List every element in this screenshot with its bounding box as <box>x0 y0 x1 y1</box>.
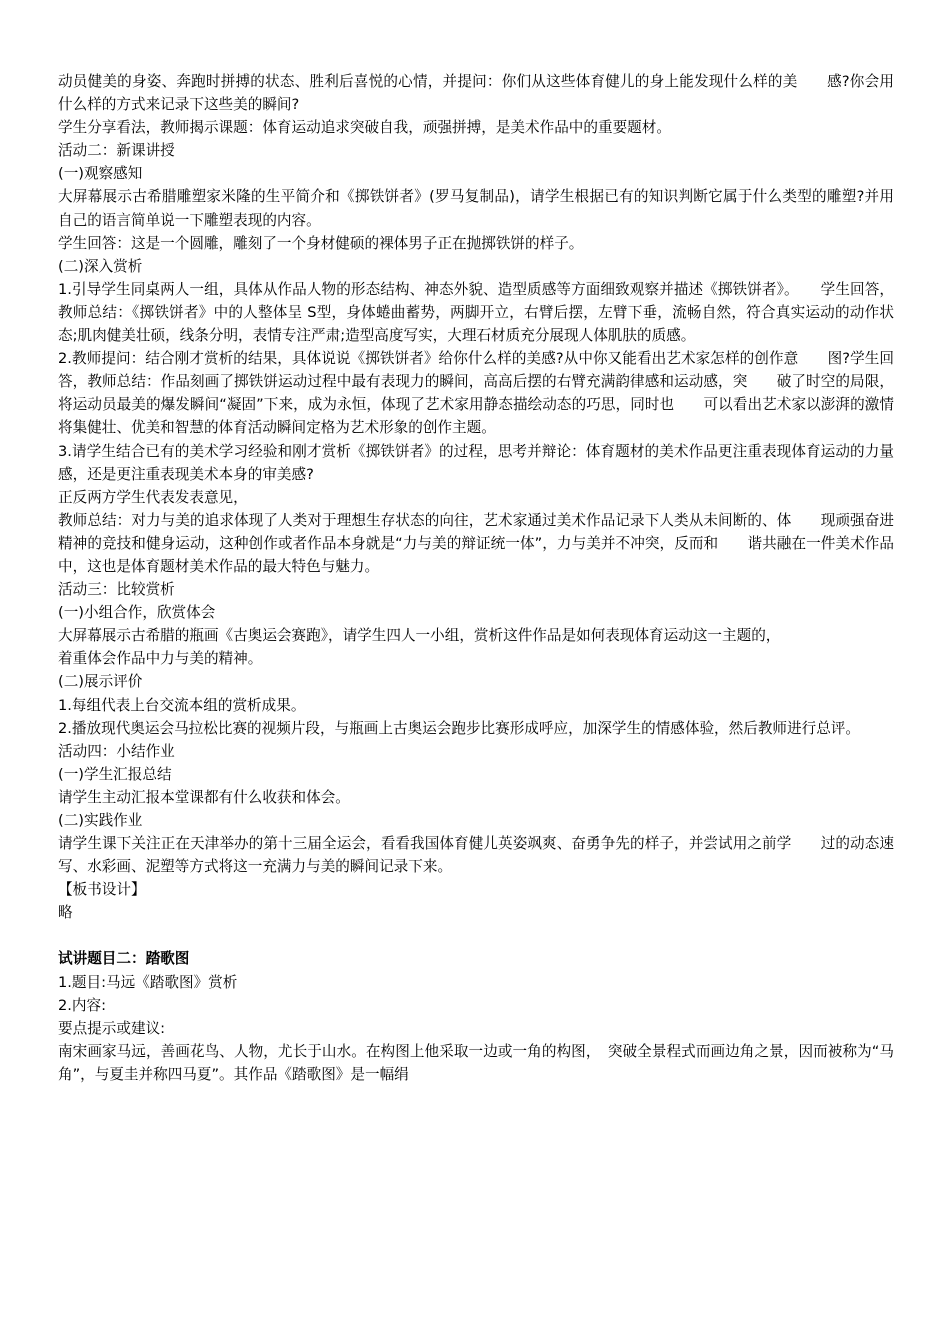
paragraph-debate: 正反两方学生代表发表意见， <box>58 488 248 506</box>
paragraph-hints: 要点提示或建议: <box>58 1019 166 1037</box>
subheading-student-summary: (一)学生汇报总结 <box>58 765 172 783</box>
paragraph-vase-painting: 大屏幕展示古希腊的瓶画《古奥运会赛跑》，请学生四人一小组，赏析这件作品是如何表现体育运动这一主题的， <box>58 627 781 645</box>
paragraph-teacher-summary: 教师总结：对力与美的追求体现了人类对于理想生存状态的向往，艺术家通过美术作品记录下人类从未间断的、体 现顽强奋进精神的竞技和健身运动，这种创作或者作品本身就是“力与美的辩证统一体”，力与美并不冲突，反而和 谐共融在一件美术作品中，这也是体育题材美术作品的最大特色与魅力。 <box>58 511 894 575</box>
heading-activity-three: 活动三：比较赏析 <box>58 581 175 599</box>
subheading-observe: (一)观察感知 <box>58 165 143 183</box>
paragraph-topic-reveal: 学生分享看法，教师揭示课题：体育运动追求突破自我，顽强拼搏，是美术作品中的重要题材。 <box>58 119 671 137</box>
paragraph-student-answer: 学生回答：这是一个圆雕，雕刻了一个身材健硕的裸体男子正在抛掷铁饼的样子。 <box>58 234 584 252</box>
section-title: 试讲题目二：踏歌图 <box>58 950 190 968</box>
document-body <box>58 70 894 1086</box>
paragraph-display-sculpture: 大屏幕展示古希腊雕塑家米隆的生平简介和《掷铁饼者》(罗马复制品)，请学生根据已有的知识判断它属于什么类型的雕塑?并用自己的语言简单说一下雕塑表现的内容。 <box>58 188 894 229</box>
paragraph-marathon-video: 2.播放现代奥运会马拉松比赛的视频片段，与瓶画上古奥运会跑步比赛形成呼应，加深学生的情感体验，然后教师进行总评。 <box>58 719 860 737</box>
paragraph-step-1: 1.引导学生同桌两人一组，具体从作品人物的形态结构、神态外貌、造型质感等方面细致观察并描述《掷铁饼者》。 学生回答，教师总结：《掷铁饼者》中的人整体呈 S型，身体蜷曲蓄势，两脚开立，右臂后摆，左臂下垂，流畅自然，符合真实运动的动作状态;肌肉健美壮硕，线条分明，表情专注严肃;造型高度写实，大理石材质充分展现人体肌肤的质感。 <box>58 280 894 345</box>
paragraph-summary-request: 请学生主动汇报本堂课都有什么收获和体会。 <box>58 788 350 806</box>
subheading-group-work: (一)小组合作，欣赏体会 <box>58 604 216 622</box>
subheading-homework: (二)实践作业 <box>58 812 143 829</box>
paragraph-homework: 请学生课下关注正在天津举办的第十三届全运会，看看我国体育健儿英姿飒爽、奋勇争先的样子，并尝试用之前学 过的动态速写、水彩画、泥塑等方式将这一充满力与美的瞬间记录下来。 <box>58 835 894 876</box>
paragraph-group-report: 1.每组代表上台交流本组的赏析成果。 <box>58 696 306 714</box>
paragraph-topic: 1.题目:马远《踏歌图》赏析 <box>58 973 238 991</box>
heading-activity-four: 活动四：小结作业 <box>58 742 175 760</box>
heading-board-design: 【板书设计】 <box>58 881 146 899</box>
paragraph-intro-question: 动员健美的身姿、奔跑时拼搏的状态、胜利后喜悦的心情，并提问：你们从这些体育健儿的身上能发现什么样的美 感?你会用什么样的方式来记录下这些美的瞬间? <box>58 73 894 114</box>
paragraph-focus: 着重体会作品中力与美的精神。 <box>58 650 263 668</box>
subheading-display-evaluation: (二)展示评价 <box>58 673 143 691</box>
paragraph-step-2: 2.教师提问：结合刚才赏析的结果，具体说说《掷铁饼者》给你什么样的美感?从中你又能看出艺术家怎样的创作意 图?学生回答，教师总结：作品刻画了掷铁饼运动过程中最有表现力的瞬间，高高后摆的右臂充满韵律感和运动感，突 破了时空的局限，将运动员最美的爆发瞬间“凝固”下来，成为永恒，体现了艺术家用静态描绘动态的巧思，同时也 可以看出艺术家以澎湃的激情将集健壮、优美和智慧的体育活动瞬间定格为艺术形象的创作主题。 <box>58 350 894 437</box>
section-spacer <box>58 924 894 947</box>
paragraph-content: 2.内容: <box>58 996 107 1014</box>
heading-activity-two: 活动二：新课讲授 <box>58 142 175 160</box>
paragraph-ma-yuan: 南宋画家马远，善画花鸟、人物，尤长于山水。在构图上他采取一边或一角的构图， 突破全景程式而画边角之景，因而被称为“马角”，与夏圭并称四马夏”。其作品《踏歌图》是一幅绢 <box>58 1042 894 1083</box>
subheading-deep-appreciation: (二)深入赏析 <box>58 257 143 275</box>
paragraph-step-3: 3.请学生结合已有的美术学习经验和刚才赏析《掷铁饼者》的过程，思考并辩论：体育题材的美术作品更注重表现体育运动的力量感，还是更注重表现美术本身的审美感? <box>58 442 894 483</box>
paragraph-omitted: 略 <box>58 904 73 922</box>
